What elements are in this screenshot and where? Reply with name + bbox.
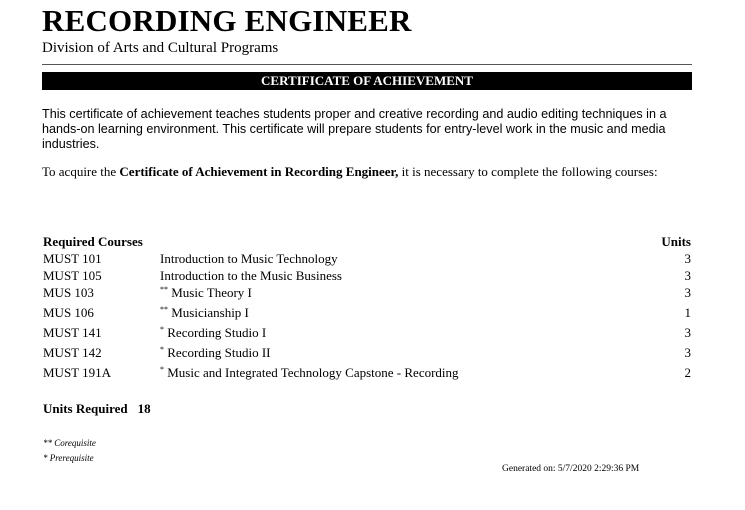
prerequisite-legend: * Prerequisite	[43, 453, 94, 463]
course-units: 2	[684, 365, 691, 380]
requisite-mark: **	[160, 285, 168, 294]
course-code: MUS 106	[43, 305, 94, 320]
course-name	[160, 364, 459, 381]
course-title: Introduction to Music Technology	[160, 251, 338, 266]
program-title: RECORDING ENGINEER	[42, 3, 412, 38]
required-courses-header: Required Courses	[43, 234, 143, 249]
units-header: Units	[661, 234, 691, 249]
course-name	[160, 304, 249, 321]
acquire-certificate-name: Certificate of Achievement in Recording Engineer,	[119, 164, 399, 179]
units-required-label: Units Required	[43, 401, 128, 416]
corequisite-legend: ** Corequisite	[43, 438, 96, 448]
generated-timestamp: Generated on: 5/7/2020 2:29:36 PM	[502, 464, 640, 474]
courses-header-row	[42, 233, 692, 250]
table-row	[42, 284, 692, 304]
course-units: 3	[684, 251, 691, 266]
certificate-banner: CERTIFICATE OF ACHIEVEMENT	[42, 72, 692, 90]
course-name	[160, 324, 266, 341]
course-title: Recording Studio I	[164, 325, 267, 340]
table-row	[42, 267, 692, 284]
certificate-page	[42, 0, 692, 474]
table-row	[42, 344, 692, 364]
requisite-mark: *	[160, 365, 164, 374]
course-name	[160, 344, 271, 361]
courses-table	[42, 233, 692, 384]
program-description: This certificate of achievement teaches students proper and creative recording and audio editing techniques in a hands-on learning environment. This certificate will prepare students for entry-level work in the music and media industries.	[42, 107, 667, 151]
course-code: MUST 141	[43, 325, 102, 340]
course-name	[160, 284, 252, 301]
requisite-legend	[43, 436, 96, 466]
course-units: 3	[684, 268, 691, 283]
course-name	[160, 267, 342, 284]
units-required-value: 18	[137, 401, 151, 416]
course-title: Recording Studio II	[164, 345, 271, 360]
requisite-mark: *	[160, 325, 164, 334]
course-code: MUST 105	[43, 268, 102, 283]
course-code: MUST 142	[43, 345, 102, 360]
course-title: Musicianship I	[168, 305, 249, 320]
course-code: MUS 103	[43, 285, 94, 300]
course-units: 1	[684, 305, 691, 320]
division-subtitle: Division of Arts and Cultural Programs	[42, 40, 279, 56]
table-row	[42, 304, 692, 324]
table-row	[42, 364, 692, 384]
course-units: 3	[684, 325, 691, 340]
acquire-statement	[42, 164, 692, 180]
requisite-mark: **	[160, 305, 168, 314]
table-row	[42, 324, 692, 344]
course-code: MUST 191A	[43, 365, 112, 380]
course-title: Music and Integrated Technology Capstone - Recording	[164, 365, 459, 380]
course-units: 3	[684, 345, 691, 360]
course-code: MUST 101	[43, 251, 102, 266]
requisite-mark: *	[160, 345, 164, 354]
course-name	[160, 250, 338, 267]
units-required	[43, 401, 151, 417]
header-divider	[42, 64, 692, 65]
table-row	[42, 250, 692, 267]
course-title: Introduction to the Music Business	[160, 268, 342, 283]
course-units: 3	[684, 285, 691, 300]
course-title: Music Theory I	[168, 285, 252, 300]
acquire-prefix: To acquire the	[42, 164, 120, 179]
acquire-suffix: it is necessary to complete the following courses:	[398, 164, 658, 179]
